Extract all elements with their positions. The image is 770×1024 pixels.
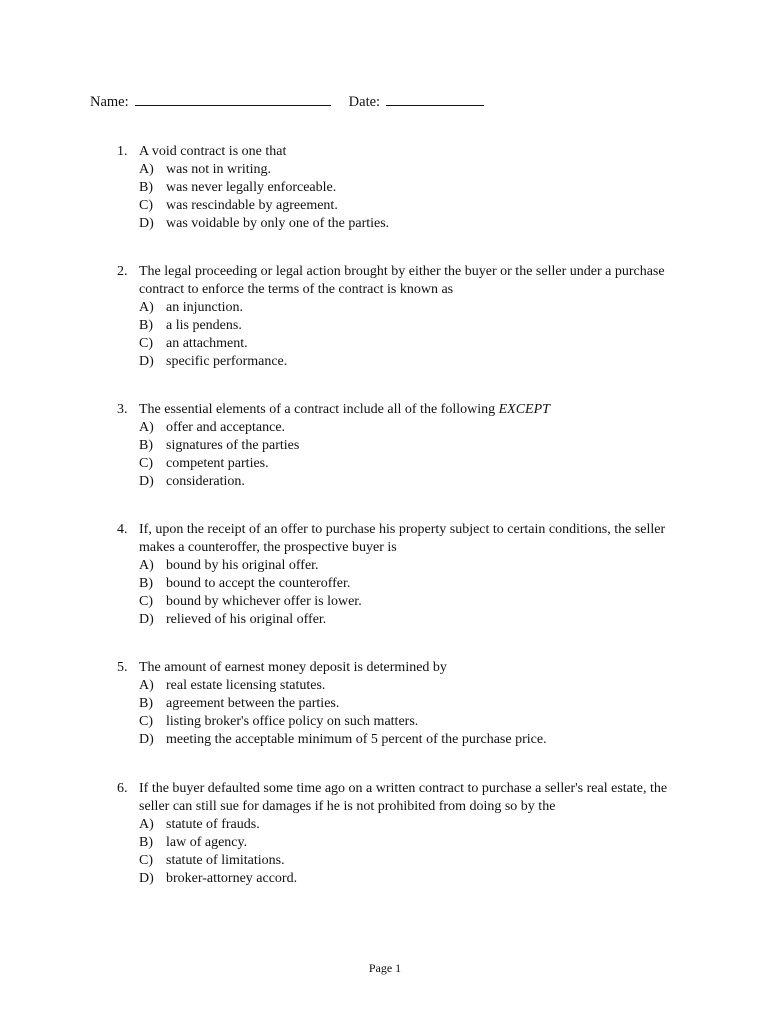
page-number: Page 1 [368,961,402,975]
choice-text: was not in writing. [166,162,271,177]
answer-choice-c[interactable] [139,852,677,870]
choice-letter: D) [139,612,154,627]
header-fields [90,92,484,111]
choice-text: an injunction. [166,300,243,315]
answer-choice-d[interactable] [139,353,677,371]
name-blank-line[interactable] [135,92,331,106]
question-stem [117,401,677,419]
choice-letter: D) [139,216,154,231]
question-6 [117,780,677,888]
question-text [139,659,677,677]
question-stem [117,143,677,161]
answer-choice-a[interactable] [139,161,677,179]
answer-choices [117,677,677,749]
choice-letter: A) [139,558,154,573]
choice-letter: C) [139,594,153,609]
answer-choice-b[interactable] [139,695,677,713]
question-text [139,401,677,419]
choice-letter: D) [139,474,154,489]
choice-text: statute of frauds. [166,817,260,832]
name-label: Name: [90,94,129,110]
choice-text: relieved of his original offer. [166,612,327,627]
choice-text: specific performance. [166,354,288,369]
choice-letter: A) [139,678,154,693]
choice-text: bound by whichever offer is lower. [166,594,362,609]
answer-choice-c[interactable] [139,197,677,215]
answer-choice-c[interactable] [139,455,677,473]
choice-text: signatures of the parties [166,438,300,453]
answer-choice-b[interactable] [139,834,677,852]
date-label: Date: [348,94,381,110]
answer-choice-c[interactable] [139,593,677,611]
question-stem [117,263,677,299]
choice-letter: C) [139,853,153,868]
question-text [139,263,677,299]
question-text [139,143,677,161]
question-text [139,521,677,557]
question-1 [117,143,677,233]
answer-choices [117,816,677,888]
question-5 [117,659,677,749]
answer-choice-a[interactable] [139,677,677,695]
answer-choice-a[interactable] [139,299,677,317]
answer-choices [117,161,677,233]
choice-letter: B) [139,438,153,453]
question-text [139,780,677,816]
choice-text: real estate licensing statutes. [166,678,326,693]
choice-text: was voidable by only one of the parties. [166,216,390,231]
question-number: 2. [117,264,128,279]
choice-text: competent parties. [166,456,269,471]
answer-choice-d[interactable] [139,611,677,629]
choice-text: consideration. [166,474,245,489]
choice-text: bound by his original offer. [166,558,319,573]
choice-text: was never legally enforceable. [166,180,337,195]
choice-letter: A) [139,817,154,832]
answer-choice-c[interactable] [139,335,677,353]
answer-choices [117,557,677,629]
answer-choices [117,419,677,491]
choice-text: listing broker's office policy on such matters. [166,714,419,729]
choice-text: offer and acceptance. [166,420,286,435]
choice-letter: B) [139,180,153,195]
choice-letter: B) [139,318,153,333]
answer-choice-d[interactable] [139,870,677,888]
choice-text: an attachment. [166,336,248,351]
choice-text: statute of limitations. [166,853,285,868]
answer-choice-d[interactable] [139,473,677,491]
question-text-main: The essential elements of a contract include all of the following [139,402,499,417]
date-blank-line[interactable] [386,92,484,106]
question-number: 4. [117,522,128,537]
question-2 [117,263,677,371]
choice-letter: C) [139,336,153,351]
choice-text: meeting the acceptable minimum of 5 percent of the purchase price. [166,732,547,747]
answer-choice-b[interactable] [139,575,677,593]
choice-letter: D) [139,871,154,886]
question-4 [117,521,677,629]
choice-letter: C) [139,456,153,471]
question-text-main: If, upon the receipt of an offer to purchase his property subject to certain conditions, the seller makes a counteroffer, the prospective buyer is [139,522,666,555]
choice-text: was rescindable by agreement. [166,198,338,213]
answer-choice-a[interactable] [139,816,677,834]
question-number: 3. [117,402,128,417]
answer-choice-b[interactable] [139,179,677,197]
choice-letter: B) [139,696,153,711]
choice-letter: D) [139,354,154,369]
choice-text: bound to accept the counteroffer. [166,576,351,591]
choice-letter: D) [139,732,154,747]
question-text-main: The amount of earnest money deposit is determined by [139,660,447,675]
answer-choices [117,299,677,371]
answer-choice-d[interactable] [139,731,677,749]
answer-choice-d[interactable] [139,215,677,233]
question-stem [117,659,677,677]
question-text-main: If the buyer defaulted some time ago on a written contract to purchase a seller's real estate, the seller can still sue for damages if he is not prohibited from doing so by the [139,781,668,814]
question-stem [117,521,677,557]
answer-choice-a[interactable] [139,557,677,575]
choice-text: agreement between the parties. [166,696,340,711]
page-footer [0,961,770,976]
choice-letter: B) [139,576,153,591]
choice-text: law of agency. [166,835,248,850]
question-3 [117,401,677,491]
question-text-main: A void contract is one that [139,144,287,159]
choice-text: broker-attorney accord. [166,871,298,886]
choice-letter: A) [139,300,154,315]
choice-letter: B) [139,835,153,850]
answer-choice-a[interactable] [139,419,677,437]
question-stem [117,780,677,816]
answer-choice-b[interactable] [139,317,677,335]
answer-choice-c[interactable] [139,713,677,731]
question-number: 6. [117,781,128,796]
answer-choice-b[interactable] [139,437,677,455]
question-number: 5. [117,660,128,675]
question-text-main: The legal proceeding or legal action brought by either the buyer or the seller under a purchase contract to enforce the terms of the contract is known as [139,264,665,297]
choice-letter: A) [139,420,154,435]
question-number: 1. [117,144,128,159]
choice-letter: A) [139,162,154,177]
choice-text: a lis pendens. [166,318,242,333]
choice-letter: C) [139,714,153,729]
question-text-emphasis: EXCEPT [498,402,550,417]
choice-letter: C) [139,198,153,213]
